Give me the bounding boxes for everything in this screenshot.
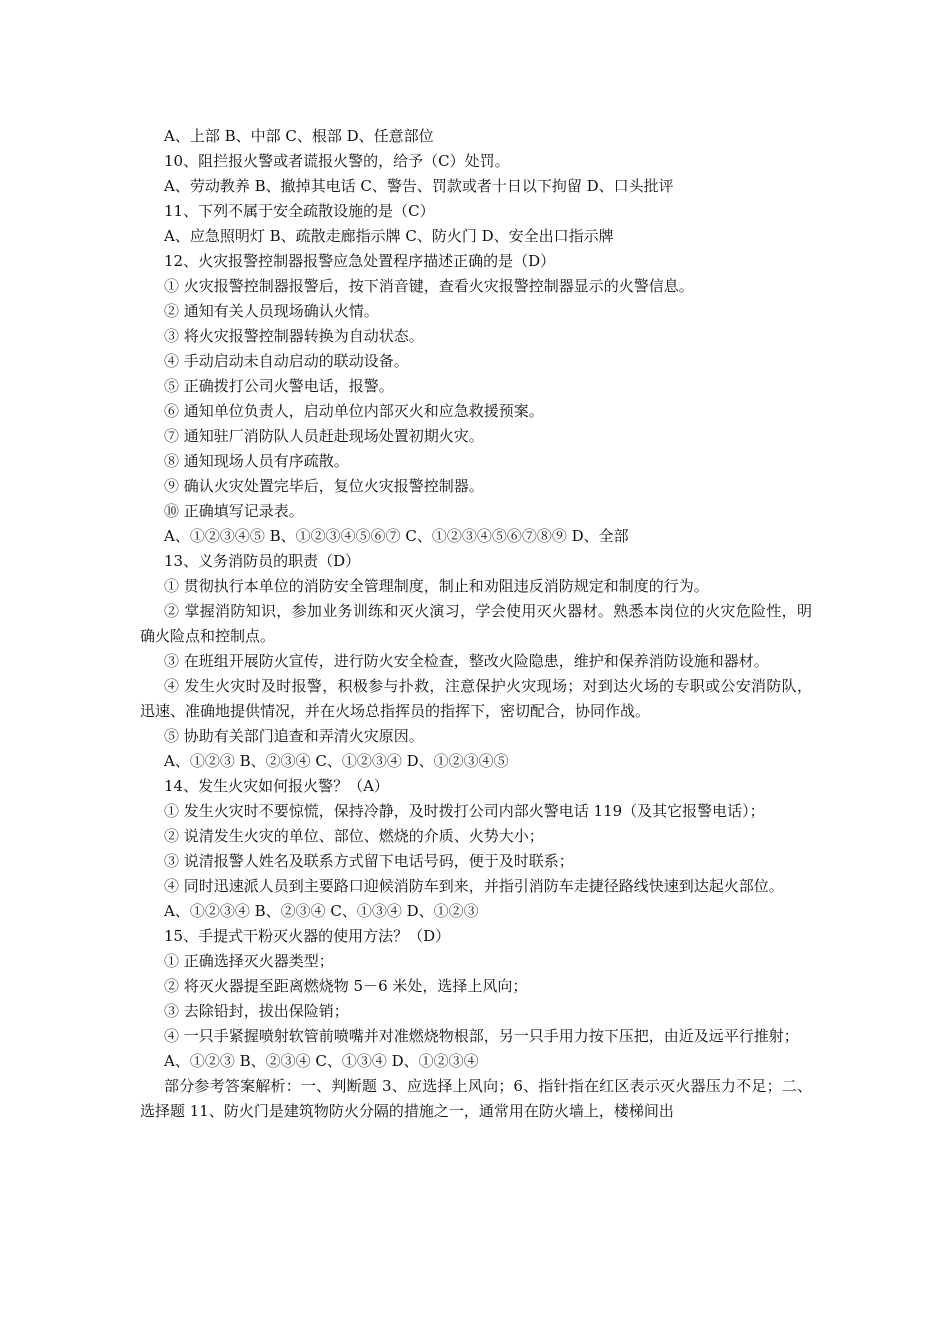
list-item: ③ 将火灾报警控制器转换为自动状态。 bbox=[164, 327, 424, 345]
list-item: ① 发生火灾时不要惊慌，保持冷静，及时拨打公司内部火警电话 119（及其它报警电话）； bbox=[164, 802, 765, 820]
list-item: ③ 在班组开展防火宣传，进行防火安全检查，整改火险隐患，维护和保养消防设施和器材。 bbox=[164, 652, 769, 670]
list-item: ⑤ 正确拨打公司火警电话，报警。 bbox=[164, 377, 394, 395]
question-10: 10、阻拦报火警或者谎报火警的，给予（C）处罚。 bbox=[164, 152, 510, 170]
list-item: ① 贯彻执行本单位的消防安全管理制度，制止和劝阻违反消防规定和制度的行为。 bbox=[164, 577, 709, 595]
list-item: ⑤ 协助有关部门追查和弄清火灾原因。 bbox=[164, 727, 424, 745]
list-item: ③ 去除铅封，拔出保险销； bbox=[164, 1002, 349, 1020]
list-item: ② 说清发生火灾的单位、部位、燃烧的介质、火势大小； bbox=[164, 827, 544, 845]
list-item: ① 正确选择灭火器类型； bbox=[164, 952, 334, 970]
list-item: ② 将灭火器提至距离燃烧物 5－6 米处，选择上风向； bbox=[164, 977, 528, 995]
list-item: ① 火灾报警控制器报警后，按下消音键，查看火灾报警控制器显示的火警信息。 bbox=[164, 277, 694, 295]
question-12: 12、火灾报警控制器报警应急处置程序描述正确的是（D） bbox=[164, 252, 556, 270]
options-line: A、①②③ B、②③④ C、①②③④ D、①②③④⑤ bbox=[164, 752, 509, 770]
options-line: A、①②③④ B、②③④ C、①③④ D、①②③ bbox=[164, 902, 479, 920]
list-item: ⑥ 通知单位负责人，启动单位内部灭火和应急救援预案。 bbox=[164, 402, 544, 420]
list-item: ⑩ 正确填写记录表。 bbox=[164, 502, 304, 520]
options-line: A、劳动教养 B、撤掉其电话 C、警告、罚款或者十日以下拘留 D、口头批评 bbox=[164, 177, 674, 195]
list-item: ④ 手动启动未自动启动的联动设备。 bbox=[164, 352, 409, 370]
question-15: 15、手提式干粉灭火器的使用方法？（D） bbox=[164, 927, 451, 945]
list-item: ④ 同时迅速派人员到主要路口迎候消防车到来，并指引消防车走捷径路线快速到达起火部位。 bbox=[164, 877, 784, 895]
list-item: ③ 说清报警人姓名及联系方式留下电话号码，便于及时联系； bbox=[164, 852, 574, 870]
list-item: ② 通知有关人员现场确认火情。 bbox=[164, 302, 379, 320]
list-item: ④ 一只手紧握喷射软管前喷嘴并对准燃烧物根部，另一只手用力按下压把，由近及远平行推射； bbox=[164, 1027, 799, 1045]
list-item: ④ 发生火灾时及时报警，积极参与扑救，注意保护火灾现场；对到达火场的专职或公安消防队，迅速、准确地提供情况，并在火场总指挥员的指挥下，密切配合，协同作战。 bbox=[140, 677, 812, 720]
options-line: A、应急照明灯 B、疏散走廊指示牌 C、防火门 D、安全出口指示牌 bbox=[164, 227, 614, 245]
text-line: A、上部 B、中部 C、根部 D、任意部位 bbox=[164, 127, 434, 145]
question-13: 13、义务消防员的职责（D） bbox=[164, 552, 361, 570]
options-line: A、①②③ B、②③④ C、①③④ D、①②③④ bbox=[164, 1052, 479, 1070]
question-11: 11、下列不属于安全疏散设施的是（C） bbox=[164, 202, 435, 220]
answer-explanation: 部分参考答案解析：一、判断题 3、应选择上风向；6、指针指在红区表示灭火器压力不足；二、选择题 11、防火门是建筑物防火分隔的措施之一，通常用在防火墙上，楼梯间出 bbox=[140, 1077, 812, 1120]
options-line: A、①②③④⑤ B、①②③④⑤⑥⑦ C、①②③④⑤⑥⑦⑧⑨ D、全部 bbox=[164, 527, 629, 545]
question-14: 14、发生火灾如何报火警？（A） bbox=[164, 777, 389, 795]
list-item: ⑦ 通知驻厂消防队人员赶赴现场处置初期火灾。 bbox=[164, 427, 484, 445]
document-body bbox=[140, 124, 812, 1124]
list-item: ⑧ 通知现场人员有序疏散。 bbox=[164, 452, 349, 470]
list-item: ② 掌握消防知识，参加业务训练和灭火演习，学会使用灭火器材。熟悉本岗位的火灾危险性，明确火险点和控制点。 bbox=[140, 602, 812, 645]
list-item: ⑨ 确认火灾处置完毕后，复位火灾报警控制器。 bbox=[164, 477, 484, 495]
